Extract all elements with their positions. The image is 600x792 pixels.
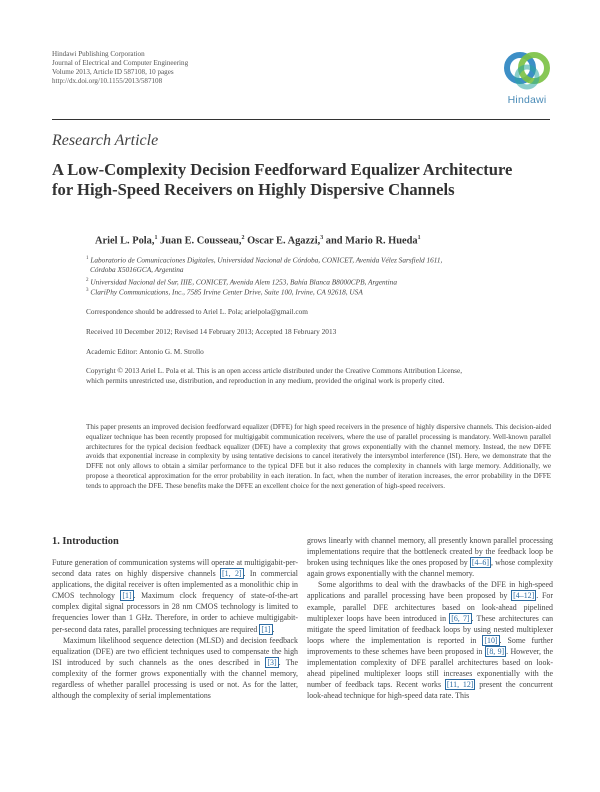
author-affiliation-marker: 1 bbox=[417, 235, 421, 241]
author-name: Juan E. Cousseau, bbox=[157, 235, 242, 247]
body-text: Future generation of communication systems will operate at multigigabit-per-second data rates on highly dispersive channels bbox=[52, 558, 298, 579]
citation-link[interactable]: [4–6] bbox=[471, 558, 489, 568]
left-paragraph-1 bbox=[52, 557, 298, 635]
author-name: and Mario R. Hueda bbox=[323, 235, 418, 247]
journal-header bbox=[52, 50, 188, 86]
citation-link[interactable]: [10] bbox=[484, 635, 498, 645]
affiliation-3-line1: ClariPhy Communications, Inc., 7585 Irvine Center Drive, Suite 100, Irvine, CA 92618, USA bbox=[90, 287, 363, 297]
citation-link[interactable]: [1] bbox=[122, 591, 132, 601]
body-text: . Maximum clock frequency of state-of-the-art complex digital signal processors in 28 nm CMOS technology is limited to frequencies lower than 1 GHz. Therefore, in order to achieve multigigabit-per-second data rates, parallel processing techniques are required bbox=[52, 591, 299, 634]
copyright-line-2: which permits unrestricted use, distribution, and reproduction in any medium, provided the original work is properly cited. bbox=[86, 376, 445, 385]
title-line-2: for High-Speed Receivers on Highly Dispersive Channels bbox=[52, 180, 455, 199]
affiliation-1-line2: Córdoba X5016GCA, Argentina bbox=[90, 265, 184, 275]
body-text: . The complexity of the former grows exponentially with the channel memory, regardless of whether parallel processing is used or not. As for the latter, although the complexity of serial implementations bbox=[52, 657, 298, 701]
citation-link[interactable]: [1, 2] bbox=[222, 569, 242, 579]
body-text: . These architectures can mitigate the speed limitation of feedback loops by using nested multiplexer loops where the implementation is reported in bbox=[307, 613, 554, 645]
left-column bbox=[52, 557, 298, 701]
title-line-1: A Low-Complexity Decision Feedforward Equalizer Architecture bbox=[52, 160, 513, 179]
hindawi-logo-text: Hindawi bbox=[507, 94, 547, 106]
paper-title bbox=[52, 160, 572, 200]
body-text: . For example, parallel DFE architectures based on look-ahead pipelined multiplexer loops have been introduced in bbox=[307, 591, 553, 623]
section-heading: 1. Introduction bbox=[52, 536, 119, 547]
academic-editor: Academic Editor: Antonio G. M. Strollo bbox=[86, 347, 204, 356]
left-paragraph-2 bbox=[52, 635, 298, 702]
author-affiliation-marker: 1 bbox=[154, 235, 158, 241]
citation-link[interactable]: [1] bbox=[261, 624, 271, 634]
doi-link[interactable]: http://dx.doi.org/10.1155/2013/587108 bbox=[52, 77, 163, 85]
affiliation-2: $^2$ Universidad Nacional del Sur, IIIE, CONICET, Avenida Alem 1253, Bahía Blanca B8000CPB, Argentina bbox=[86, 277, 397, 287]
article-type: Research Article bbox=[52, 132, 159, 149]
affiliation-1-line1: Laboratorio de Comunicaciones Digitales, Universidad Nacional de Córdoba, CONICET, Avenida Vélez Sarsfield 1611, bbox=[90, 255, 443, 265]
author-name: Oscar E. Agazzi, bbox=[244, 235, 321, 247]
right-paragraph-1 bbox=[307, 535, 553, 579]
header-divider bbox=[52, 119, 550, 120]
citation-link[interactable]: [4–12] bbox=[513, 591, 535, 601]
body-text: . bbox=[272, 624, 275, 634]
author-affiliation-marker: 2 bbox=[241, 235, 245, 241]
body-text: , whose complexity again grows exponentially with the channel memory. bbox=[307, 558, 553, 579]
body-text: Some algorithms to deal with the drawbacks of the DFE in high-speed applications and parallel processing have been proposed by bbox=[307, 580, 553, 601]
citation-link[interactable]: [11, 12] bbox=[446, 680, 474, 690]
citation-link[interactable]: [3] bbox=[267, 657, 277, 667]
right-column bbox=[307, 535, 553, 701]
author-affiliation-marker: 3 bbox=[320, 235, 324, 241]
author-name: Ariel L. Pola, bbox=[95, 235, 155, 247]
copyright-notice bbox=[86, 366, 556, 386]
body-text: Maximum likelihood sequence detection (MLSD) and decision feedback equalization (DFE) are two efficient techniques used to compensate the high ISI introduced by such channels as the ones described in bbox=[52, 635, 298, 667]
body-text: grows linearly with channel memory, all presently known parallel processing implementations require that the bottleneck created by the feedback loop be broken using techniques like the ones proposed by bbox=[307, 536, 553, 568]
body-text: . However, the implementation complexity of DFE parallel architectures based on look-ahead pipelined multiplexer loops still increases exponentially with the number of feedback taps. Recent works bbox=[307, 646, 553, 690]
affiliation-2-line1: Universidad Nacional del Sur, IIIE, CONICET, Avenida Alem 1253, Bahía Blanca B8000CPB, Argentina bbox=[90, 277, 397, 287]
affiliation-1: $^1$ Laboratorio de Comunicaciones Digitales, Universidad Nacional de Córdoba, CONICET, Avenida Vélez Sarsfield 1611, Córdoba X5016GCA, Argentina bbox=[86, 255, 443, 275]
body-text: present the concurrent look-ahead technique for high-speed data rate. This bbox=[307, 680, 553, 701]
journal-name: Journal of Electrical and Computer Engineering bbox=[52, 59, 189, 67]
right-paragraph-2 bbox=[307, 579, 553, 701]
received-dates: Received 10 December 2012; Revised 14 February 2013; Accepted 18 February 2013 bbox=[86, 327, 337, 336]
copyright-line-1: Copyright © 2013 Ariel L. Pola et al. This is an open access article distributed under the Creative Commons Attribution License, bbox=[86, 366, 463, 375]
body-text: . Some further improvements to these schemes have been proposed in bbox=[307, 635, 553, 656]
author-list bbox=[95, 235, 575, 246]
citation-link[interactable]: [6, 7] bbox=[451, 613, 470, 623]
publisher: Hindawi Publishing Corporation bbox=[52, 50, 145, 58]
affiliation-3: $^3$ ClariPhy Communications, Inc., 7585 Irvine Center Drive, Suite 100, Irvine, CA 92618, USA bbox=[86, 287, 363, 297]
abstract: This paper presents an improved decision feedforward equalizer (DFFE) for high speed receivers in the presence of highly dispersive channels. This decision-aided equalizer technique has been recently proposed for multigigabit communication receivers, where the use of parallel processing is mandatory. Well-known parallel architectures for the typical decision feedback equalizer (DFE) have a complexity that grows exponentially with the channel memory. Instead, the new DFFE avoids that exponential increase in complexity by using tentative decisions to cancel iteratively the intersymbol interference (ISI). Here, we demonstrate that the DFFE not only allows to obtain a similar performance to the typical DFE but it also reduces the complexity in channels with large memory. Additionally, we propose a theoretical approximation for the error probability in each iteration. In fact, when the number of iteration increases, the error probability in the DFFE tends to approach the DFE. These benefits make the DFFE an excellent choice for the next generation of high-speed receivers. bbox=[86, 423, 551, 490]
citation-link[interactable]: [8, 9] bbox=[486, 646, 505, 656]
correspondence: Correspondence should be addressed to Ariel L. Pola; arielpola@gmail.com bbox=[86, 307, 308, 316]
body-text: . In commercial applications, the digital receiver is often implemented as a monolithic chip in CMOS technology bbox=[52, 569, 298, 601]
volume-info: Volume 2013, Article ID 587108, 10 pages bbox=[52, 68, 174, 76]
